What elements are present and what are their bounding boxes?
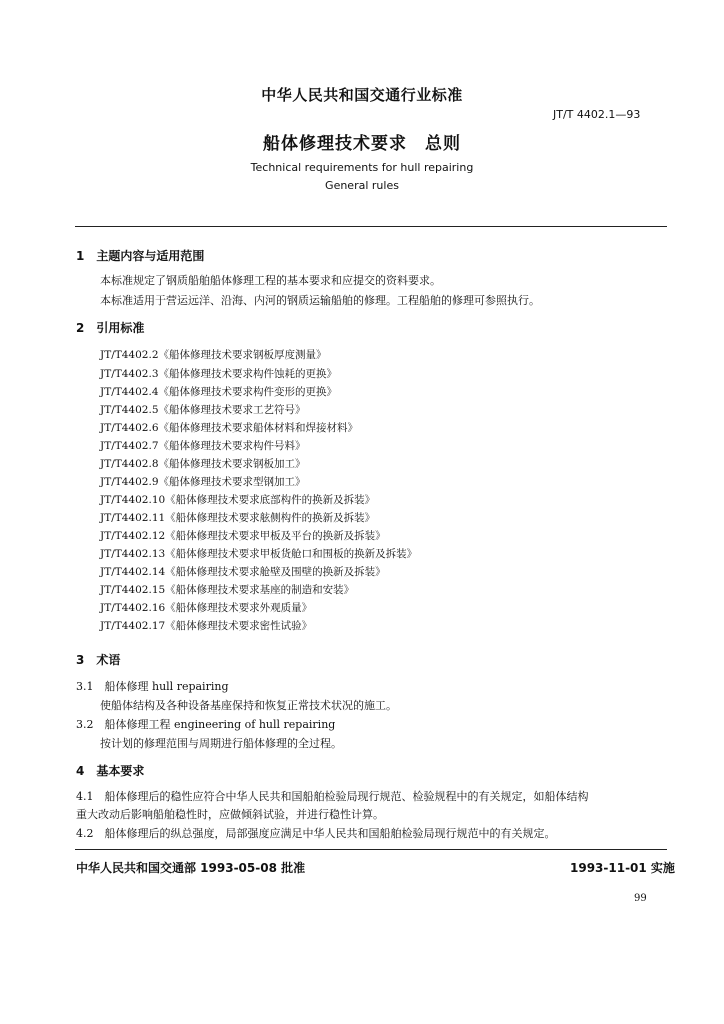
approval-statement: 中华人民共和国交通部 1993-05-08 批准	[76, 861, 306, 875]
term-3-2-definition: 按计划的修理范围与周期进行船体修理的全过程。	[100, 737, 342, 750]
reference-item: JT/T4402.5《船体修理技术要求工艺符号》	[100, 404, 306, 416]
reference-item: JT/T4402.3《船体修理技术要求构件蚀耗的更换》	[100, 368, 337, 380]
header-divider	[75, 226, 667, 227]
reference-item: JT/T4402.13《船体修理技术要求甲板货舱口和围板的换新及拆装》	[100, 548, 418, 560]
reference-item: JT/T4402.9《船体修理技术要求型钢加工》	[100, 476, 306, 488]
reference-item: JT/T4402.15《船体修理技术要求基座的制造和安装》	[100, 584, 355, 596]
term-3-1-heading: 3.1 船体修理 hull repairing	[76, 680, 229, 693]
reference-item: JT/T4402.14《船体修理技术要求舱壁及围壁的换新及拆装》	[100, 566, 386, 578]
reference-item: JT/T4402.16《船体修理技术要求外观质量》	[100, 602, 313, 614]
reference-item: JT/T4402.4《船体修理技术要求构件变形的更换》	[100, 386, 337, 398]
reference-item: JT/T4402.6《船体修理技术要求船体材料和焊接材料》	[100, 422, 358, 434]
clause-4-1-line-2: 重大改动后影响船舶稳性时，应做倾斜试验，并进行稳性计算。	[76, 808, 384, 821]
standard-category-title: 中华人民共和国交通行业标准	[261, 86, 463, 104]
clause-4-2: 4.2 船体修理后的纵总强度，局部强度应满足中华人民共和国船舶检验局现行规范中的有关规定。	[76, 827, 556, 840]
term-3-1-definition: 使船体结构及各种设备基座保持和恢复正常技术状况的施工。	[100, 699, 397, 712]
reference-item: JT/T4402.8《船体修理技术要求钢板加工》	[100, 458, 306, 470]
section-4-heading: 4 基本要求	[76, 764, 145, 778]
section-1-paragraph-1: 本标准规定了钢质船舶船体修理工程的基本要求和应提交的资料要求。	[100, 274, 441, 287]
clause-4-1-line-1: 4.1 船体修理后的稳性应符合中华人民共和国船舶检验局现行规范、检验规程中的有关规定，如船体结构	[76, 790, 589, 803]
english-title-line-1: Technical requirements for hull repairing	[250, 161, 474, 174]
section-1-paragraph-2: 本标准适用于营运远洋、沿海、内河的钢质运输船舶的修理。工程船舶的修理可参照执行。	[100, 294, 540, 307]
english-title-line-2: General rules	[325, 179, 399, 192]
section-3-heading: 3 术语	[76, 653, 121, 667]
section-2-heading: 2 引用标准	[76, 321, 145, 335]
reference-item: JT/T4402.2《船体修理技术要求钢板厚度测量》	[100, 349, 327, 361]
reference-item: JT/T4402.7《船体修理技术要求构件号料》	[100, 440, 306, 452]
section-1-heading: 1 主题内容与适用范围	[76, 249, 205, 263]
standard-code: JT/T 4402.1—93	[553, 108, 641, 121]
term-3-2-heading: 3.2 船体修理工程 engineering of hull repairing	[76, 718, 336, 731]
reference-item: JT/T4402.10《船体修理技术要求底部构件的换新及拆装》	[100, 494, 376, 506]
footer-divider	[75, 849, 667, 850]
page-number: 99	[634, 893, 647, 904]
document-title: 船体修理技术要求 总则	[263, 134, 461, 154]
reference-item: JT/T4402.12《船体修理技术要求甲板及平台的换新及拆装》	[100, 530, 386, 542]
reference-item: JT/T4402.11《船体修理技术要求舷侧构件的换新及拆装》	[100, 512, 376, 524]
reference-item: JT/T4402.17《船体修理技术要求密性试验》	[100, 620, 313, 632]
effective-date: 1993-11-01 实施	[570, 861, 675, 875]
